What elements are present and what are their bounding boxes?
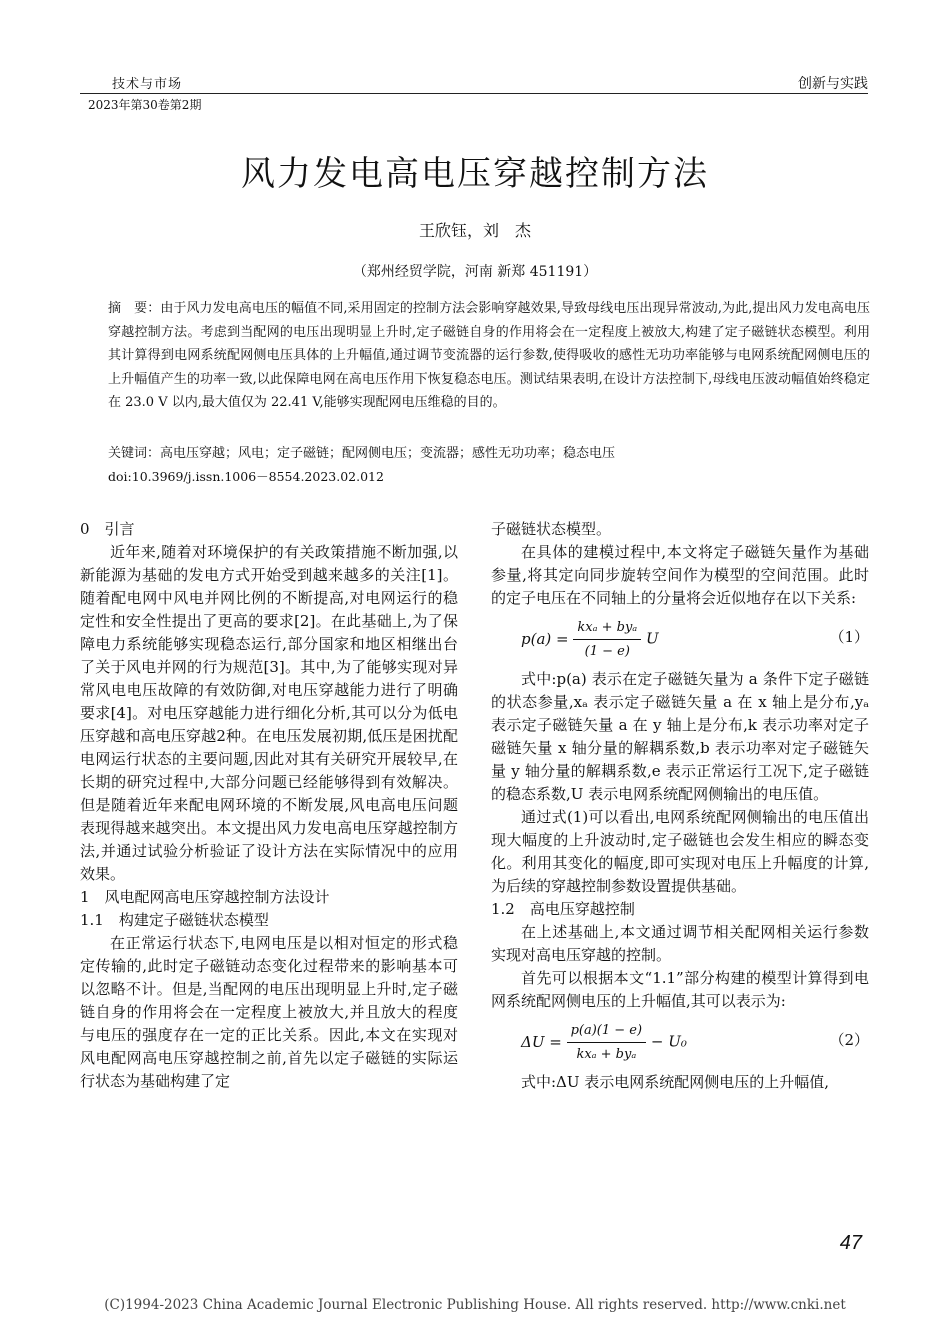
section-heading: 1.2 高电压穿越控制 (491, 900, 635, 918)
paragraph: 子磁链状态模型。 (491, 520, 612, 538)
eq2-fraction (567, 1019, 646, 1066)
eq1-denominator: (1 − e) (584, 644, 630, 659)
authors: 王欣钰，刘 杰 (418, 221, 531, 240)
right-column (491, 518, 869, 1094)
affiliation: （郑州经贸学院，河南 新郑 451191） (352, 264, 598, 280)
section-heading: 0 引言 (80, 520, 135, 538)
eq1-fraction (573, 616, 641, 663)
eq2-lhs: ΔU = (521, 1032, 562, 1051)
paragraph: 首先可以根据本文“1.1”部分构建的模型计算得到电网系统配网侧电压的上升幅值,其可以表示为: (491, 969, 869, 1010)
eq1-lhs: p(a) = (521, 629, 569, 648)
eq1-numerator: kxₐ + byₐ (573, 616, 641, 640)
paragraph: 式中:ΔU 表示电网系统配网侧电压的上升幅值, (521, 1073, 830, 1091)
copyright-footer: (C)1994-2023 China Academic Journal Electronic Publishing House. All rights reserved. http://www.cnki.net (104, 1297, 846, 1313)
page-number: 47 (839, 1232, 862, 1254)
paragraph: 在上述基础上,本文通过调节相关配网相关运行参数实现对高电压穿越的控制。 (491, 923, 869, 964)
paragraph: 近年来,随着对环境保护的有关政策措施不断加强,以新能源为基础的发电方式开始受到越来越多的关注[1]。随着配电网中风电并网比例的不断提高,对电网运行的稳定性和安全性提出了更高的要求[2]。在此基础上,为了保障电力系统能够实现稳态运行,部分国家和地区相继出台了关于风电并网的行为规范[3]。其中,为了能够实现对异常风电电压故障的有效防御,对电压穿越能力进行了明确要求[4]。对电压穿越能力进行细化分析,其可以分为低电压穿越和高电压穿越2种。在电压发展初期,低压是困扰配电网运行状态的主要问题,因此对其有关研究开展较早,在长期的研究过程中,大部分问题已经能够得到有效解决。但是随着近年来配电网环境的不断发展,风电高电压问题表现得越来越突出。本文提出风力发电高电压穿越控制方法,并通过试验分析验证了设计方法在实际情况中的应用效果。 (80, 543, 458, 883)
abstract-label: 摘 要： (108, 301, 161, 316)
volume-info: 2023年第30卷第2期 (88, 98, 202, 112)
equation-2 (491, 1019, 869, 1065)
paragraph: 在具体的建模过程中,本文将定子磁链矢量作为基础参量,将其定向同步旋转空间作为模型的空间范围。此时的定子电压在不同轴上的分量将会近似地存在以下关系: (491, 543, 869, 607)
abstract-text: 由于风力发电高电压的幅值不同,采用固定的控制方法会影响穿越效果,导致母线电压出现异常波动,为此,提出风力发电高电压穿越控制方法。考虑到当配网的电压出现明显上升时,定子磁链自身的作用将会在一定程度上被放大,构建了定子磁链状态模型。利用其计算得到电网系统配网侧电压具体的上升幅值,通过调节变流器的运行参数,使得吸收的感性无功功率能够与电网系统配网侧电压的上升幅值产生的功率一致,以此保障电网在高电压作用下恢复稳态电压。测试结果表明,在设计方法控制下,母线电压波动幅值始终稳定在 23.0 V 以内,最大值仅为 22.41 V,能够实现配网电压维稳的目的。 (108, 301, 870, 410)
eq2-number: （2） (829, 1031, 869, 1049)
journal-name: 技术与市场 (112, 77, 183, 92)
section-heading: 1.1 构建定子磁链状态模型 (80, 911, 269, 929)
paragraph: 式中:p(a) 表示在定子磁链矢量为 a 条件下定子磁链的状态参量,xₐ 表示定子磁链矢量 a 在 x 轴上是分布,yₐ 表示定子磁链矢量 a 在 y 轴上是分布,k 表示功率对定子磁链矢量 x 轴分量的解耦系数,b 表示功率对定子磁链矢量 y 轴分量的解耦系数,e 表示正常运行工况下,定子磁链的稳态系数,U 表示电网系统配网侧输出的电压值。 (491, 670, 869, 803)
eq1-tail: U (645, 629, 659, 648)
abstract (108, 297, 870, 415)
eq1-number: （1） (829, 628, 869, 646)
paper-title: 风力发电高电压穿越控制方法 (241, 154, 709, 194)
keywords: 关键词：高电压穿越；风电；定子磁链；配网侧电压；变流器；感性无功功率；稳态电压 (108, 446, 616, 461)
eq2-numerator: p(a)(1 − e) (567, 1019, 646, 1043)
equation-1 (491, 616, 869, 662)
paragraph: 在正常运行状态下,电网电压是以相对恒定的形式稳定传输的,此时定子磁链动态变化过程带来的影响基本可以忽略不计。但是,当配网的电压出现明显上升时,定子磁链自身的作用将会在一定程度上被放大,并且放大的程度与电压的强度存在一定的正比关系。因此,本文在实现对风电配网高电压穿越控制之前,首先以定子磁链的实际运行状态为基础构建了定 (80, 934, 458, 1090)
paragraph: 通过式(1)可以看出,电网系统配网侧输出的电压值出现大幅度的上升波动时,定子磁链也会发生相应的瞬态变化。利用其变化的幅度,即可实现对电压上升幅度的计算,为后续的穿越控制参数设置提供基础。 (491, 808, 869, 895)
section-name: 创新与实践 (798, 76, 868, 92)
header-divider (80, 93, 868, 94)
left-column (80, 518, 458, 1093)
eq2-denominator: kxₐ + byₐ (576, 1047, 637, 1062)
section-heading: 1 风电配网高电压穿越控制方法设计 (80, 888, 330, 906)
eq2-tail: − U₀ (650, 1032, 687, 1051)
doi[interactable]: doi:10.3969/j.issn.1006－8554.2023.02.012 (108, 469, 384, 484)
